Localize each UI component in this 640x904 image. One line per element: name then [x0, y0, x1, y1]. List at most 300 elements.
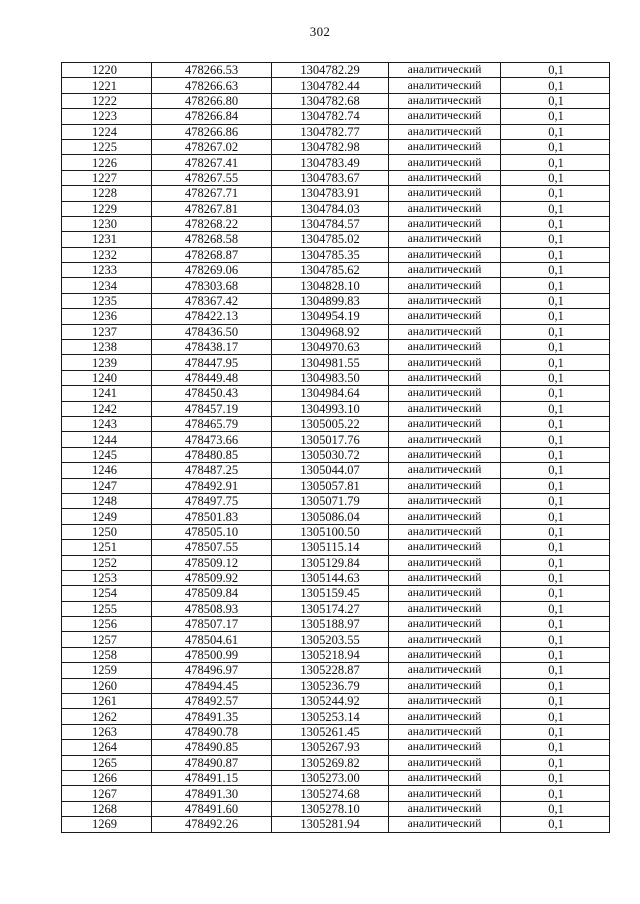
- point-number-cell: 1230: [62, 216, 152, 231]
- method-cell: аналитический: [389, 740, 501, 755]
- method-cell: аналитический: [389, 201, 501, 216]
- x-coordinate-cell: 478509.92: [152, 570, 272, 585]
- table-row: [62, 570, 610, 585]
- method-cell: аналитический: [389, 755, 501, 770]
- table-row: [62, 478, 610, 493]
- point-number-cell: 1266: [62, 770, 152, 785]
- y-coordinate-cell: 1304783.91: [272, 186, 389, 201]
- y-coordinate-cell: 1304784.03: [272, 201, 389, 216]
- x-coordinate-cell: 478491.60: [152, 801, 272, 816]
- point-number-cell: 1261: [62, 694, 152, 709]
- method-cell: аналитический: [389, 355, 501, 370]
- x-coordinate-cell: 478267.41: [152, 155, 272, 170]
- accuracy-cell: 0,1: [501, 201, 610, 216]
- accuracy-cell: 0,1: [501, 447, 610, 462]
- point-number-cell: 1255: [62, 601, 152, 616]
- accuracy-cell: 0,1: [501, 93, 610, 108]
- y-coordinate-cell: 1305244.92: [272, 694, 389, 709]
- y-coordinate-cell: 1305115.14: [272, 540, 389, 555]
- method-cell: аналитический: [389, 416, 501, 431]
- x-coordinate-cell: 478507.55: [152, 540, 272, 555]
- y-coordinate-cell: 1304899.83: [272, 293, 389, 308]
- x-coordinate-cell: 478447.95: [152, 355, 272, 370]
- table-row: [62, 463, 610, 478]
- point-number-cell: 1244: [62, 432, 152, 447]
- y-coordinate-cell: 1305005.22: [272, 416, 389, 431]
- table-row: [62, 186, 610, 201]
- method-cell: аналитический: [389, 601, 501, 616]
- y-coordinate-cell: 1304782.68: [272, 93, 389, 108]
- method-cell: аналитический: [389, 709, 501, 724]
- method-cell: аналитический: [389, 540, 501, 555]
- accuracy-cell: 0,1: [501, 170, 610, 185]
- point-number-cell: 1220: [62, 63, 152, 78]
- table-row: [62, 370, 610, 385]
- method-cell: аналитический: [389, 647, 501, 662]
- method-cell: аналитический: [389, 324, 501, 339]
- x-coordinate-cell: 478266.84: [152, 109, 272, 124]
- table-row: [62, 293, 610, 308]
- x-coordinate-cell: 478509.12: [152, 555, 272, 570]
- accuracy-cell: 0,1: [501, 370, 610, 385]
- accuracy-cell: 0,1: [501, 786, 610, 801]
- point-number-cell: 1242: [62, 401, 152, 416]
- y-coordinate-cell: 1305236.79: [272, 678, 389, 693]
- x-coordinate-cell: 478450.43: [152, 386, 272, 401]
- x-coordinate-cell: 478504.61: [152, 632, 272, 647]
- accuracy-cell: 0,1: [501, 416, 610, 431]
- method-cell: аналитический: [389, 309, 501, 324]
- x-coordinate-cell: 478507.17: [152, 617, 272, 632]
- method-cell: аналитический: [389, 139, 501, 154]
- y-coordinate-cell: 1305228.87: [272, 663, 389, 678]
- point-number-cell: 1228: [62, 186, 152, 201]
- method-cell: аналитический: [389, 678, 501, 693]
- y-coordinate-cell: 1304782.74: [272, 109, 389, 124]
- x-coordinate-cell: 478491.35: [152, 709, 272, 724]
- table-row: [62, 647, 610, 662]
- point-number-cell: 1240: [62, 370, 152, 385]
- x-coordinate-cell: 478268.58: [152, 232, 272, 247]
- accuracy-cell: 0,1: [501, 601, 610, 616]
- x-coordinate-cell: 478500.99: [152, 647, 272, 662]
- point-number-cell: 1235: [62, 293, 152, 308]
- point-number-cell: 1257: [62, 632, 152, 647]
- x-coordinate-cell: 478367.42: [152, 293, 272, 308]
- accuracy-cell: 0,1: [501, 401, 610, 416]
- y-coordinate-cell: 1304782.98: [272, 139, 389, 154]
- accuracy-cell: 0,1: [501, 432, 610, 447]
- table-row: [62, 124, 610, 139]
- method-cell: аналитический: [389, 263, 501, 278]
- accuracy-cell: 0,1: [501, 540, 610, 555]
- point-number-cell: 1254: [62, 586, 152, 601]
- method-cell: аналитический: [389, 555, 501, 570]
- point-number-cell: 1231: [62, 232, 152, 247]
- accuracy-cell: 0,1: [501, 817, 610, 832]
- method-cell: аналитический: [389, 770, 501, 785]
- x-coordinate-cell: 478497.75: [152, 493, 272, 508]
- point-number-cell: 1249: [62, 509, 152, 524]
- accuracy-cell: 0,1: [501, 247, 610, 262]
- table-row: [62, 386, 610, 401]
- method-cell: аналитический: [389, 232, 501, 247]
- point-number-cell: 1233: [62, 263, 152, 278]
- point-number-cell: 1268: [62, 801, 152, 816]
- method-cell: аналитический: [389, 340, 501, 355]
- method-cell: аналитический: [389, 293, 501, 308]
- point-number-cell: 1237: [62, 324, 152, 339]
- y-coordinate-cell: 1305030.72: [272, 447, 389, 462]
- table-row: [62, 63, 610, 78]
- x-coordinate-cell: 478490.87: [152, 755, 272, 770]
- method-cell: аналитический: [389, 632, 501, 647]
- y-coordinate-cell: 1305281.94: [272, 817, 389, 832]
- x-coordinate-cell: 478492.57: [152, 694, 272, 709]
- accuracy-cell: 0,1: [501, 694, 610, 709]
- y-coordinate-cell: 1304782.77: [272, 124, 389, 139]
- method-cell: аналитический: [389, 386, 501, 401]
- accuracy-cell: 0,1: [501, 324, 610, 339]
- point-number-cell: 1262: [62, 709, 152, 724]
- point-number-cell: 1264: [62, 740, 152, 755]
- method-cell: аналитический: [389, 694, 501, 709]
- y-coordinate-cell: 1305273.00: [272, 770, 389, 785]
- table-row: [62, 770, 610, 785]
- method-cell: аналитический: [389, 432, 501, 447]
- accuracy-cell: 0,1: [501, 232, 610, 247]
- x-coordinate-cell: 478465.79: [152, 416, 272, 431]
- accuracy-cell: 0,1: [501, 740, 610, 755]
- x-coordinate-cell: 478268.87: [152, 247, 272, 262]
- method-cell: аналитический: [389, 93, 501, 108]
- table-row: [62, 663, 610, 678]
- table-row: [62, 247, 610, 262]
- point-number-cell: 1260: [62, 678, 152, 693]
- method-cell: аналитический: [389, 524, 501, 539]
- table-row: [62, 540, 610, 555]
- y-coordinate-cell: 1305071.79: [272, 493, 389, 508]
- table-row: [62, 617, 610, 632]
- y-coordinate-cell: 1305044.07: [272, 463, 389, 478]
- point-number-cell: 1248: [62, 493, 152, 508]
- accuracy-cell: 0,1: [501, 555, 610, 570]
- x-coordinate-cell: 478501.83: [152, 509, 272, 524]
- point-number-cell: 1243: [62, 416, 152, 431]
- y-coordinate-cell: 1305278.10: [272, 801, 389, 816]
- point-number-cell: 1227: [62, 170, 152, 185]
- point-number-cell: 1226: [62, 155, 152, 170]
- x-coordinate-cell: 478422.13: [152, 309, 272, 324]
- method-cell: аналитический: [389, 278, 501, 293]
- table-row: [62, 155, 610, 170]
- table-row: [62, 309, 610, 324]
- y-coordinate-cell: 1305100.50: [272, 524, 389, 539]
- table-row: [62, 263, 610, 278]
- point-number-cell: 1229: [62, 201, 152, 216]
- table-row: [62, 355, 610, 370]
- point-number-cell: 1221: [62, 78, 152, 93]
- x-coordinate-cell: 478266.80: [152, 93, 272, 108]
- table-row: [62, 801, 610, 816]
- accuracy-cell: 0,1: [501, 124, 610, 139]
- x-coordinate-cell: 478508.93: [152, 601, 272, 616]
- y-coordinate-cell: 1305267.93: [272, 740, 389, 755]
- accuracy-cell: 0,1: [501, 617, 610, 632]
- y-coordinate-cell: 1305203.55: [272, 632, 389, 647]
- accuracy-cell: 0,1: [501, 724, 610, 739]
- x-coordinate-cell: 478269.06: [152, 263, 272, 278]
- accuracy-cell: 0,1: [501, 463, 610, 478]
- point-number-cell: 1252: [62, 555, 152, 570]
- x-coordinate-cell: 478267.71: [152, 186, 272, 201]
- x-coordinate-cell: 478496.97: [152, 663, 272, 678]
- table-row: [62, 139, 610, 154]
- point-number-cell: 1234: [62, 278, 152, 293]
- accuracy-cell: 0,1: [501, 309, 610, 324]
- method-cell: аналитический: [389, 817, 501, 832]
- accuracy-cell: 0,1: [501, 678, 610, 693]
- y-coordinate-cell: 1305159.45: [272, 586, 389, 601]
- table-row: [62, 432, 610, 447]
- method-cell: аналитический: [389, 170, 501, 185]
- y-coordinate-cell: 1305086.04: [272, 509, 389, 524]
- table-row: [62, 555, 610, 570]
- y-coordinate-cell: 1304954.19: [272, 309, 389, 324]
- method-cell: аналитический: [389, 247, 501, 262]
- accuracy-cell: 0,1: [501, 663, 610, 678]
- accuracy-cell: 0,1: [501, 155, 610, 170]
- y-coordinate-cell: 1305274.68: [272, 786, 389, 801]
- table-row: [62, 817, 610, 832]
- method-cell: аналитический: [389, 786, 501, 801]
- accuracy-cell: 0,1: [501, 586, 610, 601]
- accuracy-cell: 0,1: [501, 632, 610, 647]
- table-row: [62, 786, 610, 801]
- method-cell: аналитический: [389, 155, 501, 170]
- method-cell: аналитический: [389, 463, 501, 478]
- point-number-cell: 1245: [62, 447, 152, 462]
- table-row: [62, 601, 610, 616]
- point-number-cell: 1239: [62, 355, 152, 370]
- point-number-cell: 1265: [62, 755, 152, 770]
- table-row: [62, 755, 610, 770]
- point-number-cell: 1258: [62, 647, 152, 662]
- y-coordinate-cell: 1305129.84: [272, 555, 389, 570]
- table-row: [62, 78, 610, 93]
- x-coordinate-cell: 478267.81: [152, 201, 272, 216]
- method-cell: аналитический: [389, 617, 501, 632]
- accuracy-cell: 0,1: [501, 524, 610, 539]
- accuracy-cell: 0,1: [501, 478, 610, 493]
- accuracy-cell: 0,1: [501, 355, 610, 370]
- y-coordinate-cell: 1304782.44: [272, 78, 389, 93]
- y-coordinate-cell: 1304783.67: [272, 170, 389, 185]
- method-cell: аналитический: [389, 370, 501, 385]
- point-number-cell: 1267: [62, 786, 152, 801]
- accuracy-cell: 0,1: [501, 647, 610, 662]
- accuracy-cell: 0,1: [501, 509, 610, 524]
- accuracy-cell: 0,1: [501, 770, 610, 785]
- x-coordinate-cell: 478490.85: [152, 740, 272, 755]
- table-row: [62, 324, 610, 339]
- x-coordinate-cell: 478487.25: [152, 463, 272, 478]
- x-coordinate-cell: 478457.19: [152, 401, 272, 416]
- table-row: [62, 170, 610, 185]
- table-row: [62, 401, 610, 416]
- table-row: [62, 109, 610, 124]
- point-number-cell: 1263: [62, 724, 152, 739]
- y-coordinate-cell: 1304984.64: [272, 386, 389, 401]
- method-cell: аналитический: [389, 663, 501, 678]
- point-number-cell: 1250: [62, 524, 152, 539]
- y-coordinate-cell: 1304993.10: [272, 401, 389, 416]
- method-cell: аналитический: [389, 801, 501, 816]
- table-row: [62, 709, 610, 724]
- x-coordinate-cell: 478491.30: [152, 786, 272, 801]
- table-row: [62, 340, 610, 355]
- point-number-cell: 1232: [62, 247, 152, 262]
- point-number-cell: 1224: [62, 124, 152, 139]
- method-cell: аналитический: [389, 63, 501, 78]
- table-row: [62, 416, 610, 431]
- table-row: [62, 678, 610, 693]
- method-cell: аналитический: [389, 109, 501, 124]
- table-row: [62, 278, 610, 293]
- accuracy-cell: 0,1: [501, 263, 610, 278]
- y-coordinate-cell: 1305188.97: [272, 617, 389, 632]
- accuracy-cell: 0,1: [501, 78, 610, 93]
- x-coordinate-cell: 478303.68: [152, 278, 272, 293]
- y-coordinate-cell: 1305253.14: [272, 709, 389, 724]
- page-number: 302: [309, 24, 331, 39]
- x-coordinate-cell: 478266.63: [152, 78, 272, 93]
- table-row: [62, 93, 610, 108]
- accuracy-cell: 0,1: [501, 386, 610, 401]
- y-coordinate-cell: 1304785.02: [272, 232, 389, 247]
- point-number-cell: 1251: [62, 540, 152, 555]
- x-coordinate-cell: 478509.84: [152, 586, 272, 601]
- y-coordinate-cell: 1305218.94: [272, 647, 389, 662]
- table-row: [62, 740, 610, 755]
- x-coordinate-cell: 478494.45: [152, 678, 272, 693]
- point-number-cell: 1246: [62, 463, 152, 478]
- point-number-cell: 1236: [62, 309, 152, 324]
- table-row: [62, 694, 610, 709]
- point-number-cell: 1256: [62, 617, 152, 632]
- accuracy-cell: 0,1: [501, 801, 610, 816]
- y-coordinate-cell: 1304782.29: [272, 63, 389, 78]
- point-number-cell: 1222: [62, 93, 152, 108]
- point-number-cell: 1247: [62, 478, 152, 493]
- table-row: [62, 632, 610, 647]
- y-coordinate-cell: 1304983.50: [272, 370, 389, 385]
- y-coordinate-cell: 1305144.63: [272, 570, 389, 585]
- method-cell: аналитический: [389, 447, 501, 462]
- accuracy-cell: 0,1: [501, 278, 610, 293]
- accuracy-cell: 0,1: [501, 340, 610, 355]
- y-coordinate-cell: 1304981.55: [272, 355, 389, 370]
- table-row: [62, 493, 610, 508]
- table-row: [62, 509, 610, 524]
- y-coordinate-cell: 1305269.82: [272, 755, 389, 770]
- y-coordinate-cell: 1305017.76: [272, 432, 389, 447]
- accuracy-cell: 0,1: [501, 186, 610, 201]
- point-number-cell: 1269: [62, 817, 152, 832]
- y-coordinate-cell: 1305174.27: [272, 601, 389, 616]
- x-coordinate-cell: 478491.15: [152, 770, 272, 785]
- method-cell: аналитический: [389, 586, 501, 601]
- x-coordinate-cell: 478505.10: [152, 524, 272, 539]
- table-row: [62, 447, 610, 462]
- x-coordinate-cell: 478268.22: [152, 216, 272, 231]
- y-coordinate-cell: 1305261.45: [272, 724, 389, 739]
- table-row: [62, 216, 610, 231]
- accuracy-cell: 0,1: [501, 109, 610, 124]
- y-coordinate-cell: 1305057.81: [272, 478, 389, 493]
- point-number-cell: 1253: [62, 570, 152, 585]
- accuracy-cell: 0,1: [501, 293, 610, 308]
- x-coordinate-cell: 478267.55: [152, 170, 272, 185]
- accuracy-cell: 0,1: [501, 216, 610, 231]
- x-coordinate-cell: 478267.02: [152, 139, 272, 154]
- accuracy-cell: 0,1: [501, 755, 610, 770]
- point-number-cell: 1241: [62, 386, 152, 401]
- y-coordinate-cell: 1304968.92: [272, 324, 389, 339]
- x-coordinate-cell: 478436.50: [152, 324, 272, 339]
- y-coordinate-cell: 1304784.57: [272, 216, 389, 231]
- method-cell: аналитический: [389, 570, 501, 585]
- accuracy-cell: 0,1: [501, 570, 610, 585]
- x-coordinate-cell: 478266.86: [152, 124, 272, 139]
- y-coordinate-cell: 1304785.62: [272, 263, 389, 278]
- table-row: [62, 586, 610, 601]
- point-number-cell: 1238: [62, 340, 152, 355]
- method-cell: аналитический: [389, 401, 501, 416]
- point-number-cell: 1225: [62, 139, 152, 154]
- y-coordinate-cell: 1304970.63: [272, 340, 389, 355]
- table-row: [62, 524, 610, 539]
- table-row: [62, 232, 610, 247]
- accuracy-cell: 0,1: [501, 709, 610, 724]
- accuracy-cell: 0,1: [501, 493, 610, 508]
- y-coordinate-cell: 1304785.35: [272, 247, 389, 262]
- method-cell: аналитический: [389, 493, 501, 508]
- coordinates-table-body: [62, 63, 610, 833]
- table-row: [62, 201, 610, 216]
- method-cell: аналитический: [389, 124, 501, 139]
- point-number-cell: 1259: [62, 663, 152, 678]
- x-coordinate-cell: 478480.85: [152, 447, 272, 462]
- y-coordinate-cell: 1304783.49: [272, 155, 389, 170]
- method-cell: аналитический: [389, 724, 501, 739]
- accuracy-cell: 0,1: [501, 63, 610, 78]
- x-coordinate-cell: 478492.26: [152, 817, 272, 832]
- coordinates-table: [61, 62, 610, 833]
- x-coordinate-cell: 478266.53: [152, 63, 272, 78]
- x-coordinate-cell: 478473.66: [152, 432, 272, 447]
- point-number-cell: 1223: [62, 109, 152, 124]
- x-coordinate-cell: 478492.91: [152, 478, 272, 493]
- method-cell: аналитический: [389, 78, 501, 93]
- x-coordinate-cell: 478490.78: [152, 724, 272, 739]
- y-coordinate-cell: 1304828.10: [272, 278, 389, 293]
- x-coordinate-cell: 478438.17: [152, 340, 272, 355]
- method-cell: аналитический: [389, 509, 501, 524]
- x-coordinate-cell: 478449.48: [152, 370, 272, 385]
- table-row: [62, 724, 610, 739]
- method-cell: аналитический: [389, 478, 501, 493]
